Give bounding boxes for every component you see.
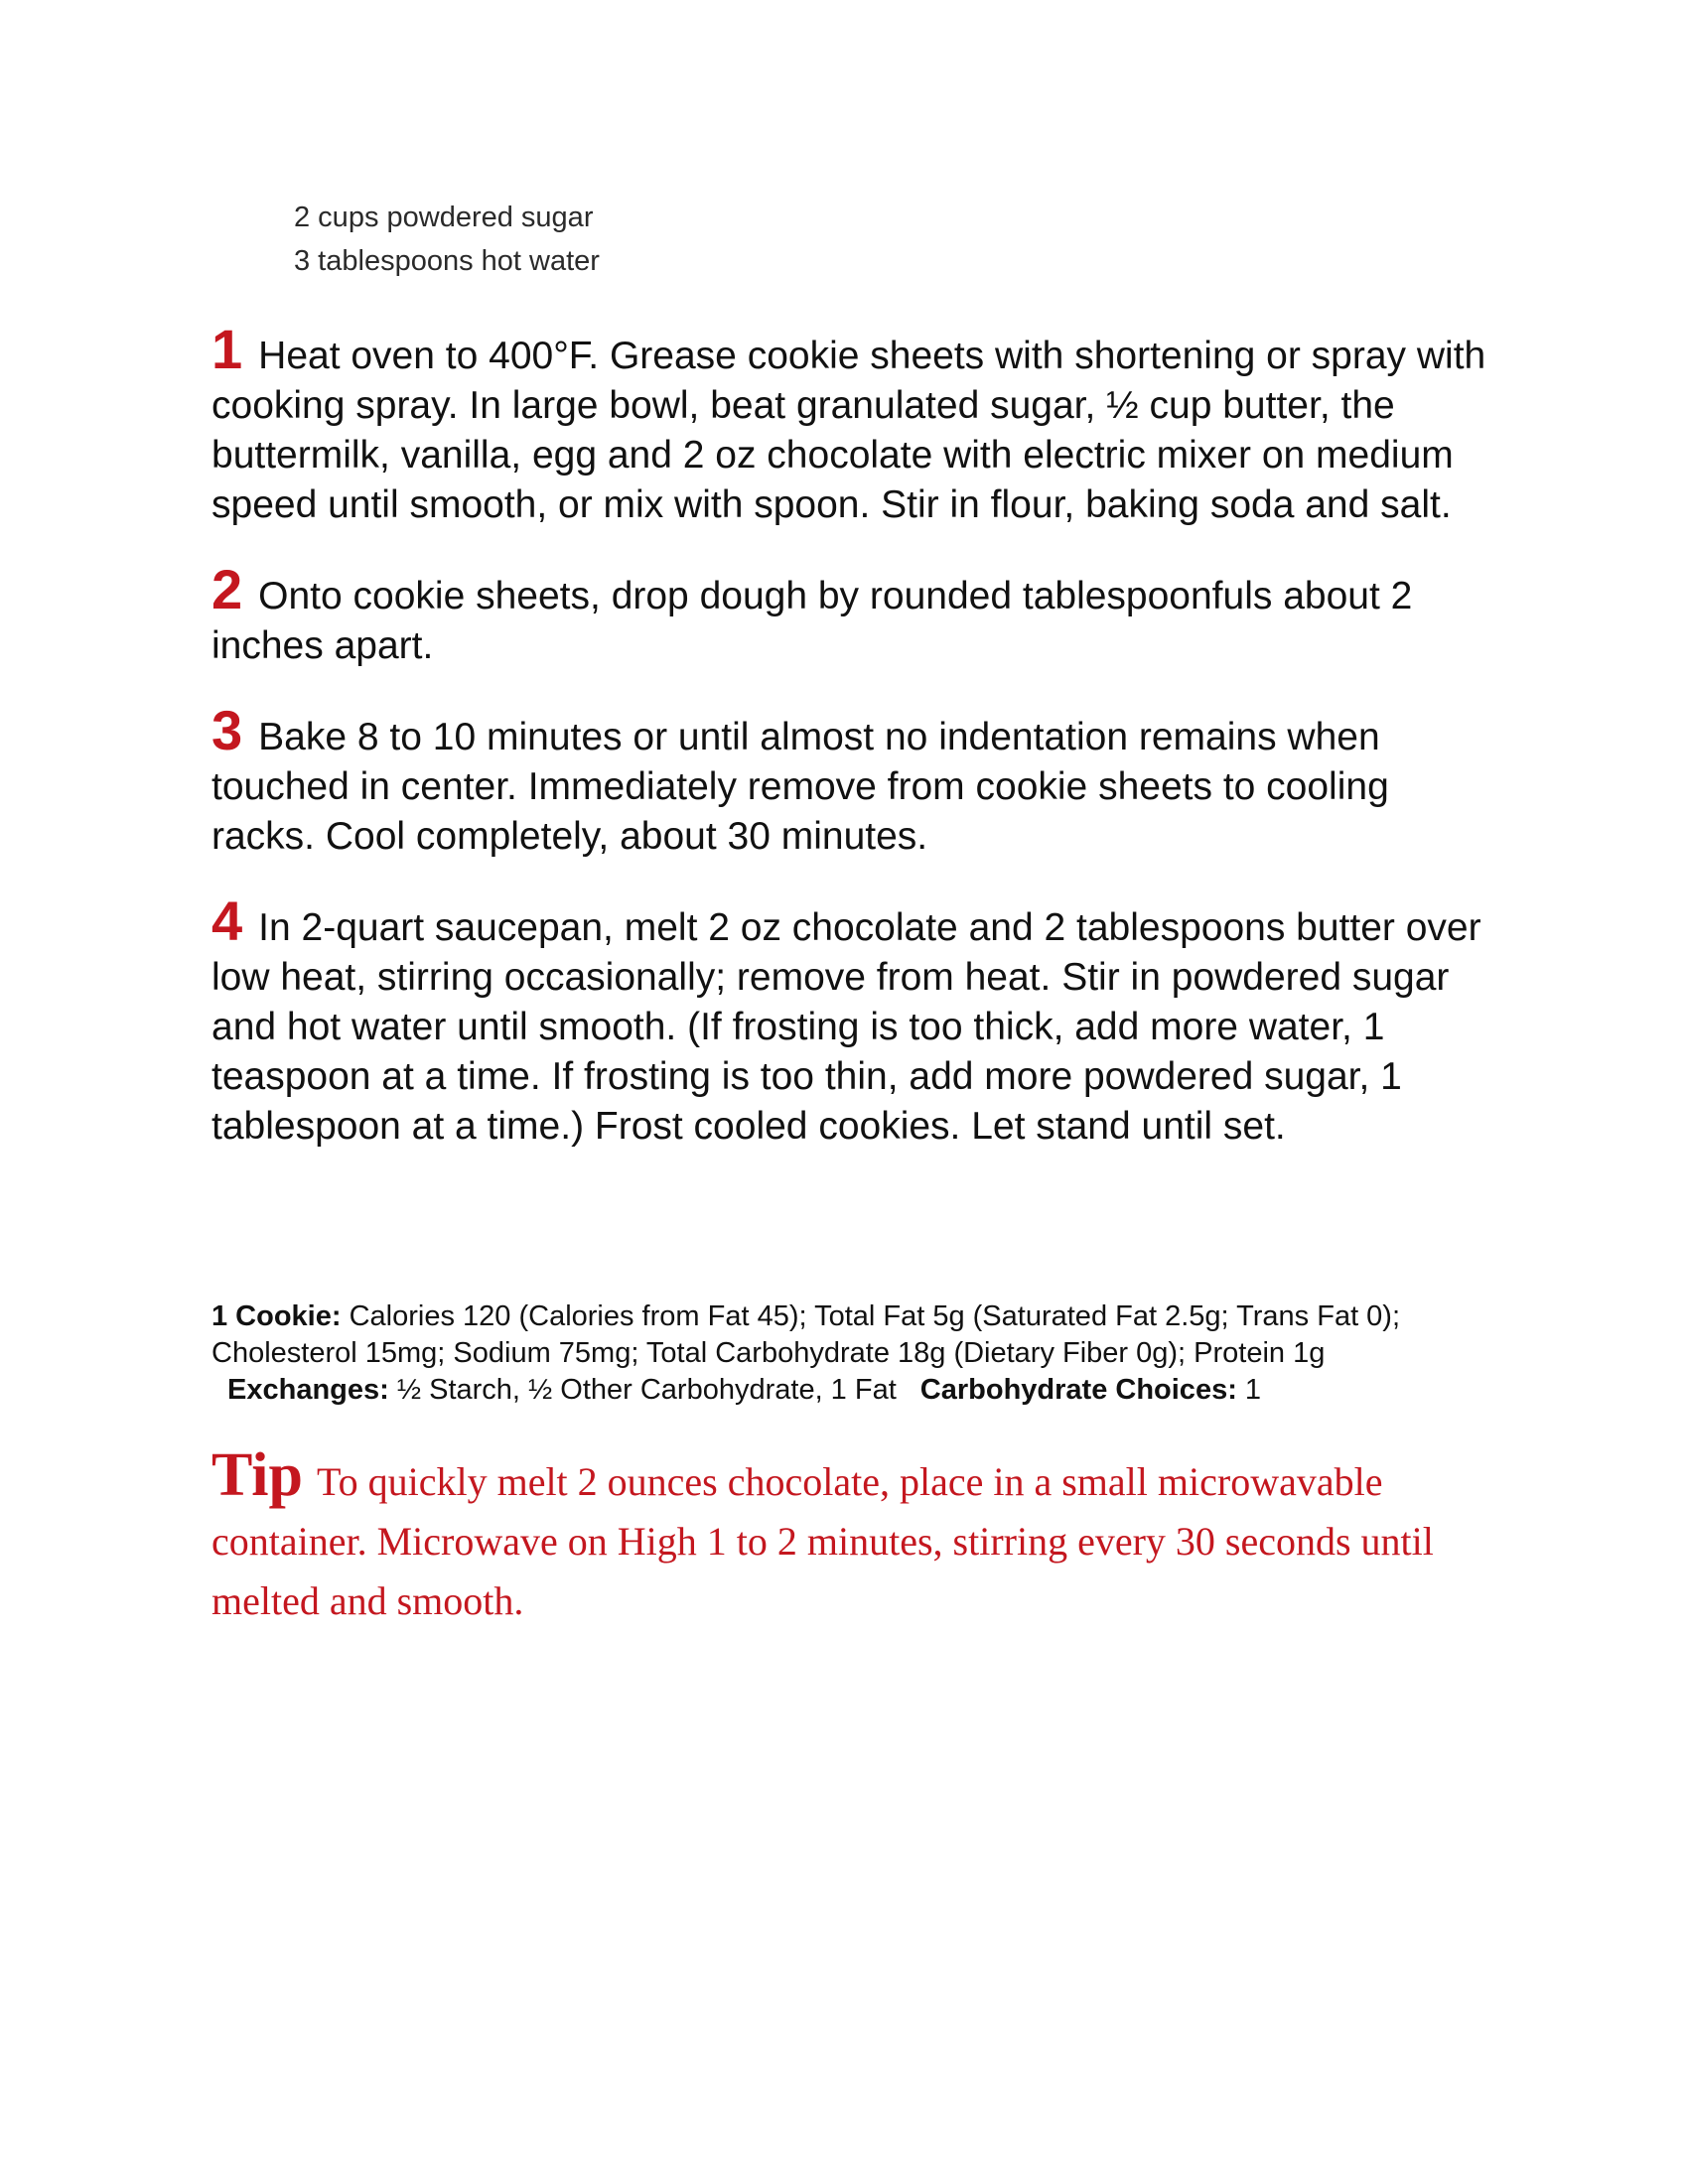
step-number: 1 [211,318,243,380]
step-text: In 2-quart saucepan, melt 2 oz chocolate and 2 tablespoons butter over low heat, stirring occasionally; remove from heat. Stir in powdered sugar and hot water until smooth. (If frosting is too thick, add more water, 1 teaspoon at a time. If frosting is too thin, add more powdered sugar, 1 tablespoon at a time.) Frost cooled cookies. Let stand until set. [211,906,1481,1148]
directions [211,318,1497,1152]
direction-step-1 [211,318,1497,530]
step-number: 4 [211,889,243,952]
direction-step-2 [211,558,1497,671]
exchanges-text: ½ Starch, ½ Other Carbohydrate, 1 Fat [396,1374,897,1406]
step-number: 2 [211,558,243,620]
tip-label: Tip [211,1441,303,1509]
ingredient-list [294,196,1287,283]
step-text: Onto cookie sheets, drop dough by rounded tablespoonfuls about 2 inches apart. [211,575,1413,667]
direction-step-4 [211,889,1497,1152]
step-number: 3 [211,699,243,761]
nutrition-info [211,1298,1502,1409]
tip-box [211,1441,1502,1631]
tip-text: To quickly melt 2 ounces chocolate, place in a small microwavable container. Microwave on High 1 to 2 minutes, stirring every 30 seconds until melted and smooth. [211,1459,1434,1623]
ingredient-item: 3 tablespoons hot water [294,245,600,277]
carb-choices-label: Carbohydrate Choices: [919,1374,1237,1406]
exchanges-label: Exchanges: [227,1374,389,1406]
step-text: Heat oven to 400°F. Grease cookie sheets with shortening or spray with cooking spray. In large bowl, beat granulated sugar, ½ cup butter, the buttermilk, vanilla, egg and 2 oz chocolate with electric mixer on medium speed until smooth, or mix with spoon. Stir in flour, baking soda and salt. [211,335,1486,526]
step-text: Bake 8 to 10 minutes or until almost no indentation remains when touched in center. Immediately remove from cookie sheets to cooling racks. Cool completely, about 30 minutes. [211,716,1389,858]
carb-choices-value: 1 [1244,1374,1262,1406]
serving-nutrition-text: Calories 120 (Calories from Fat 45); Total Fat 5g (Saturated Fat 2.5g; Trans Fat 0); Cholesterol 15mg; Sodium 75mg; Total Carbohydrate 18g (Dietary Fiber 0g); Protein 1g [211,1300,1401,1369]
ingredient-item: 2 cups powdered sugar [294,202,594,233]
direction-step-3 [211,699,1497,862]
exchanges-line [211,1372,1502,1409]
serving-label: 1 Cookie: [211,1300,342,1332]
